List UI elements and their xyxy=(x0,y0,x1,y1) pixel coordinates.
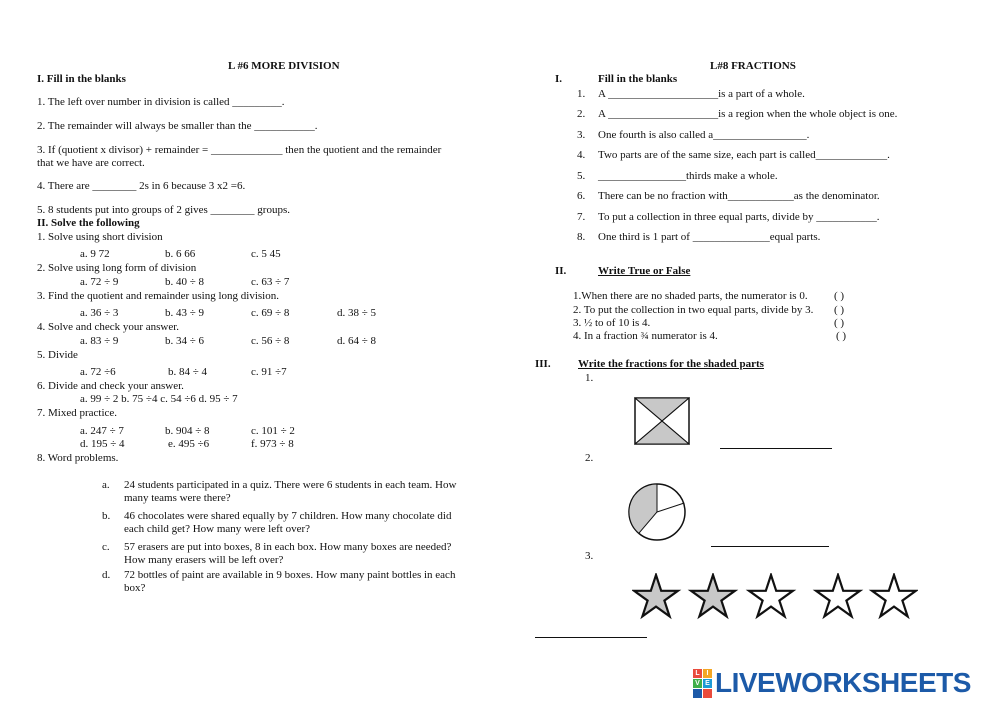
left-q4-a: a. 83 ÷ 9 xyxy=(80,335,119,347)
right-fill-5: ________________thirds make a whole. xyxy=(598,170,778,182)
right-section-2-number: II. xyxy=(555,265,567,277)
left-q7-d: d. 195 ÷ 4 xyxy=(80,438,125,450)
tf-1-paren: ( ) xyxy=(834,290,845,302)
left-q3: 3. Find the quotient and remainder using long division. xyxy=(37,290,279,302)
right-fill-2-num: 2. xyxy=(577,108,586,120)
left-q7-e: e. 495 ÷6 xyxy=(168,438,210,450)
star-5 xyxy=(872,575,916,616)
left-q6-items: a. 99 ÷ 2 b. 75 ÷4 c. 54 ÷6 d. 95 ÷ 7 xyxy=(80,393,238,405)
left-q2-a: a. 72 ÷ 9 xyxy=(80,276,119,288)
left-section-1-heading: I. Fill in the blanks xyxy=(37,73,126,85)
tf-2-paren: ( ) xyxy=(834,304,845,316)
right-fill-6-num: 6. xyxy=(577,190,586,202)
left-q1: 1. Solve using short division xyxy=(37,231,163,243)
left-q3-b: b. 43 ÷ 9 xyxy=(165,307,205,319)
word-b-line1: 46 chocolates were shared equally by 7 children. How many chocolate did xyxy=(124,510,452,522)
tf-4-paren: ( ) xyxy=(836,330,847,342)
word-d-label: d. xyxy=(102,569,111,581)
logo-mark-i: I xyxy=(703,669,712,678)
logo-mark-v: V xyxy=(693,679,702,688)
word-a-label: a. xyxy=(102,479,110,491)
star-1 xyxy=(634,575,678,616)
left-q1-a: a. 9 72 xyxy=(80,248,110,260)
right-fill-3-num: 3. xyxy=(577,129,586,141)
right-fill-8: One third is 1 part of ______________equal parts. xyxy=(598,231,821,243)
left-fill-5: 5. 8 students put into groups of 2 gives ________ groups. xyxy=(37,204,290,216)
left-q5: 5. Divide xyxy=(37,349,78,361)
right-section-2-heading: Write True or False xyxy=(598,265,691,277)
left-fill-3: 3. If (quotient x divisor) + remainder = _____________ then the quotient and the remainder xyxy=(37,144,442,156)
left-q4-c: c. 56 ÷ 8 xyxy=(251,335,290,347)
shade-2-label: 2. xyxy=(585,452,594,464)
answer-line-1[interactable] xyxy=(720,448,832,449)
right-section-1-number: I. xyxy=(555,73,563,85)
left-q1-c: c. 5 45 xyxy=(251,248,281,260)
left-q7-c: c. 101 ÷ 2 xyxy=(251,425,295,437)
logo-mark-block-2 xyxy=(703,689,712,698)
right-section-1-heading: Fill in the blanks xyxy=(598,73,678,85)
left-fill-1: 1. The left over number in division is called _________. xyxy=(37,96,285,108)
left-q7-a: a. 247 ÷ 7 xyxy=(80,425,124,437)
logo-mark-icon xyxy=(693,669,712,698)
shaded-circle-figure xyxy=(627,483,687,541)
star-4 xyxy=(816,575,860,616)
word-a-line2: many teams were there? xyxy=(124,492,231,504)
logo-mark-block-1 xyxy=(693,689,702,698)
left-q7-b: b. 904 ÷ 8 xyxy=(165,425,210,437)
left-q7: 7. Mixed practice. xyxy=(37,407,118,419)
tf-1: 1.When there are no shaded parts, the numerator is 0. xyxy=(573,290,808,302)
word-b-label: b. xyxy=(102,510,111,522)
left-q2-c: c. 63 ÷ 7 xyxy=(251,276,290,288)
right-fill-1: A ____________________is a part of a whole. xyxy=(598,88,805,100)
star-3 xyxy=(749,575,793,616)
star-2 xyxy=(691,575,735,616)
shade-1-label: 1. xyxy=(585,372,594,384)
left-q3-c: c. 69 ÷ 8 xyxy=(251,307,290,319)
answer-line-3[interactable] xyxy=(535,637,647,638)
left-q7-f: f. 973 ÷ 8 xyxy=(251,438,294,450)
left-q6: 6. Divide and check your answer. xyxy=(37,380,184,392)
word-b-line2: each child get? How many were left over? xyxy=(124,523,310,535)
tf-2: 2. To put the collection in two equal parts, divide by 3. xyxy=(573,304,814,316)
left-q8: 8. Word problems. xyxy=(37,452,119,464)
logo-mark-e: E xyxy=(703,679,712,688)
shade-3-label: 3. xyxy=(585,550,594,562)
word-d-line2: box? xyxy=(124,582,146,594)
word-c-line2: How many erasers will be left over? xyxy=(124,554,284,566)
tf-3: 3. ½ to of 10 is 4. xyxy=(573,317,651,329)
right-fill-8-num: 8. xyxy=(577,231,586,243)
left-fill-4: 4. There are ________ 2s in 6 because 3 x2 =6. xyxy=(37,180,246,192)
tf-4: 4. In a fraction ¾ numerator is 4. xyxy=(573,330,718,342)
right-fill-4: Two parts are of the same size, each part is called_____________. xyxy=(598,149,890,161)
left-q2: 2. Solve using long form of division xyxy=(37,262,197,274)
right-title: L#8 FRACTIONS xyxy=(710,60,796,72)
left-q1-b: b. 6 66 xyxy=(165,248,196,260)
word-a-line1: 24 students participated in a quiz. There were 6 students in each team. How xyxy=(124,479,457,491)
word-d-line1: 72 bottles of paint are available in 9 boxes. How many paint bottles in each xyxy=(124,569,456,581)
left-q4-b: b. 34 ÷ 6 xyxy=(165,335,205,347)
right-section-3-number: III. xyxy=(535,358,551,370)
left-section-2-heading: II. Solve the following xyxy=(37,217,140,229)
word-c-line1: 57 erasers are put into boxes, 8 in each box. How many boxes are needed? xyxy=(124,541,452,553)
right-fill-7-num: 7. xyxy=(577,211,586,223)
tf-3-paren: ( ) xyxy=(834,317,845,329)
logo-text: LIVEWORKSHEETS xyxy=(715,667,971,698)
logo-mark-l: L xyxy=(693,669,702,678)
stars-figure xyxy=(632,573,918,621)
right-fill-6: There can be no fraction with____________as the denominator. xyxy=(598,190,880,202)
answer-line-2[interactable] xyxy=(711,546,829,547)
liveworksheets-logo[interactable] xyxy=(693,668,971,698)
right-fill-3: One fourth is also called a_________________. xyxy=(598,129,810,141)
left-q3-a: a. 36 ÷ 3 xyxy=(80,307,119,319)
left-q5-b: b. 84 ÷ 4 xyxy=(168,366,208,378)
word-c-label: c. xyxy=(102,541,110,553)
shaded-square-figure xyxy=(634,397,690,445)
left-fill-2: 2. The remainder will always be smaller than the ___________. xyxy=(37,120,318,132)
left-title: L #6 MORE DIVISION xyxy=(228,60,340,72)
left-q4-d: d. 64 ÷ 8 xyxy=(337,335,377,347)
left-q2-b: b. 40 ÷ 8 xyxy=(165,276,205,288)
right-fill-2: A ____________________is a region when the whole object is one. xyxy=(598,108,898,120)
left-q5-a: a. 72 ÷6 xyxy=(80,366,116,378)
left-q5-c: c. 91 ÷7 xyxy=(251,366,287,378)
left-q4: 4. Solve and check your answer. xyxy=(37,321,180,333)
right-fill-4-num: 4. xyxy=(577,149,586,161)
right-fill-5-num: 5. xyxy=(577,170,586,182)
left-fill-3-cont: that we have are correct. xyxy=(37,157,145,169)
left-q3-d: d. 38 ÷ 5 xyxy=(337,307,377,319)
right-fill-1-num: 1. xyxy=(577,88,586,100)
right-section-3-heading: Write the fractions for the shaded parts xyxy=(578,358,764,370)
right-fill-7: To put a collection in three equal parts, divide by ___________. xyxy=(598,211,880,223)
